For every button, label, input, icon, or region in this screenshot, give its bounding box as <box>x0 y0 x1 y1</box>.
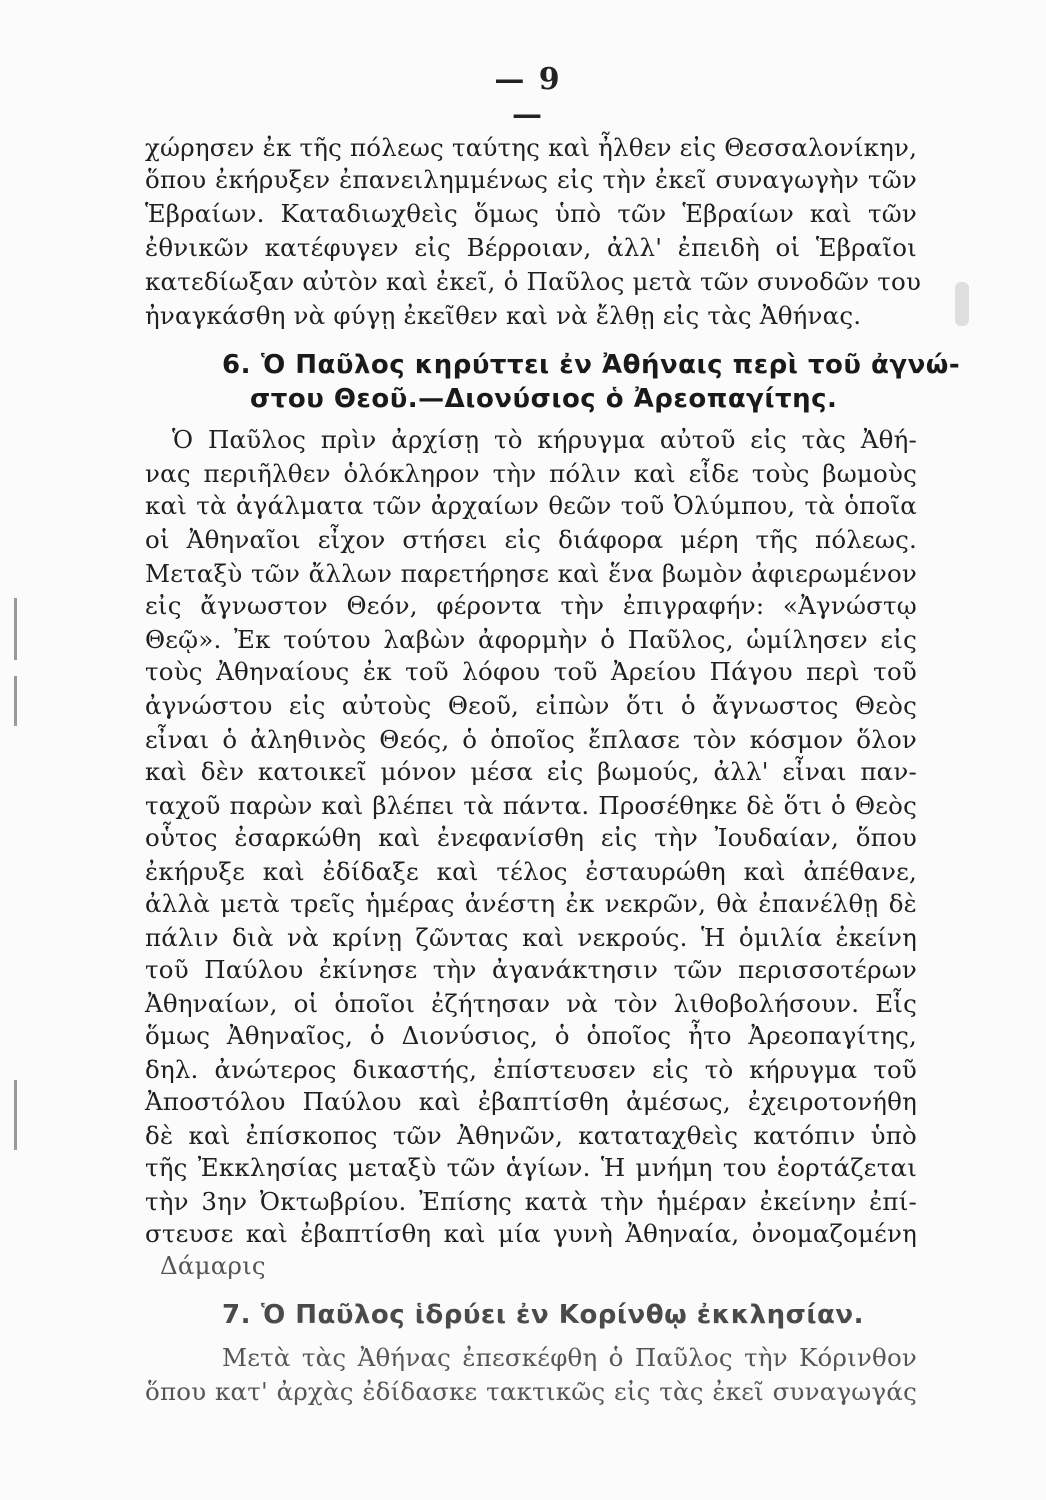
text-line: στευσε καὶ ἐβαπτίσθη καὶ μία γυνὴ Ἀθηναία, ὀνομαζομένη <box>145 1219 917 1248</box>
text-line: εἶναι ὁ ἀληθινὸς Θεός, ὁ ὁποῖος ἔπλασε τὸν κόσμον ὅλον <box>145 725 917 754</box>
text-line: τοῦ Παύλου ἐκίνησε τὴν ἀγανάκτησιν τῶν περισσοτέρων <box>145 955 917 984</box>
section-7-title: Ὁ Παῦλος ἱδρύει ἐν Κορίνθῳ ἐκκλησίαν. <box>260 1300 864 1330</box>
text-line: χώρησεν ἐκ τῆς πόλεως ταύτης καὶ ἦλθεν εἰς Θεσσαλονίκην, <box>145 133 918 162</box>
text-line: δηλ. ἀνώτερος δικαστής, ἐπίστευσεν εἰς τὸ κήρυγμα τοῦ <box>145 1055 917 1084</box>
text-line: καὶ τὰ ἀγάλματα τῶν ἀρχαίων θεῶν τοῦ Ὀλύμπου, τὰ ὁποῖα <box>145 491 917 520</box>
section-6-heading <box>222 348 960 382</box>
scan-smudge <box>955 282 969 326</box>
text-line: δὲ καὶ ἐπίσκοπος τῶν Ἀθηνῶν, καταταχθεὶς κατόπιν ὑπὸ <box>145 1121 917 1150</box>
text-line: Ἑβραίων. Καταδιωχθεὶς ὅμως ὑπὸ τῶν Ἑβραίων καὶ τῶν <box>145 199 917 228</box>
text-line: Θεῷ». Ἐκ τούτου λαβὼν ἀφορμὴν ὁ Παῦλος, ὡμίλησεν εἰς <box>145 625 917 654</box>
section-6-number: 6. <box>222 350 251 380</box>
text-line: τοὺς Ἀθηναίους ἐκ τοῦ λόφου τοῦ Ἀρείου Πάγου περὶ τοῦ <box>145 657 917 686</box>
text-line: Δάμαρις <box>160 1251 266 1280</box>
text-line: Ὁ Παῦλος πρὶν ἀρχίσῃ τὸ κήρυγμα αὐτοῦ εἰς τὰς Ἀθή- <box>172 425 917 454</box>
text-line: ἀλλὰ μετὰ τρεῖς ἡμέρας ἀνέστη ἐκ νεκρῶν, θὰ ἐπανέλθῃ δὲ <box>145 889 917 918</box>
text-line: τὴν 3ην Ὀκτωβρίου. Ἐπίσης κατὰ τὴν ἡμέραν ἐκείνην ἐπί- <box>145 1187 917 1216</box>
section-6-title-line-1: Ὁ Παῦλος κηρύττει ἐν Ἀθήναις περὶ τοῦ ἀγνώ- <box>260 350 961 380</box>
text-line: Ἀποστόλου Παύλου καὶ ἐβαπτίσθη ἀμέσως, ἐχειροτονήθη <box>145 1087 917 1116</box>
scan-edge-mark <box>14 676 17 726</box>
text-line: εἰς ἄγνωστον Θεόν, φέροντα τὴν ἐπιγραφήν: «Ἀγνώστῳ <box>145 591 917 620</box>
text-line: Μετὰ τὰς Ἀθήνας ἐπεσκέφθη ὁ Παῦλος τὴν Κόρινθον <box>222 1343 917 1372</box>
scan-edge-mark <box>14 598 17 660</box>
text-line: νας περιῆλθεν ὁλόκληρον τὴν πόλιν καὶ εἶδε τοὺς βωμοὺς <box>145 459 917 488</box>
page-number: — 9 — <box>494 62 562 132</box>
text-line: ἐκήρυξε καὶ ἐδίδαξε καὶ τέλος ἐσταυρώθη καὶ ἀπέθανε, <box>145 857 917 886</box>
section-7-heading <box>222 1298 864 1332</box>
text-line: ὅπου κατ' ἀρχὰς ἐδίδασκε τακτικῶς εἰς τὰς ἐκεῖ συναγωγάς <box>145 1377 917 1406</box>
text-line: ὅπου ἐκήρυξεν ἐπανειλημμένως εἰς τὴν ἐκεῖ συναγωγὴν τῶν <box>145 165 917 194</box>
text-line: οὗτος ἐσαρκώθη καὶ ἐνεφανίσθη εἰς τὴν Ἰουδαίαν, ὅπου <box>145 823 917 852</box>
text-line: ἠναγκάσθη νὰ φύγῃ ἐκεῖθεν καὶ νὰ ἔλθῃ εἰς τὰς Ἀθήνας. <box>145 301 862 330</box>
text-line: οἱ Ἀθηναῖοι εἶχον στήσει εἰς διάφορα μέρη τῆς πόλεως. <box>145 525 917 554</box>
scan-edge-mark <box>14 1080 17 1150</box>
text-line: καὶ δὲν κατοικεῖ μόνον μέσα εἰς βωμούς, ἀλλ' εἶναι παν- <box>145 757 917 786</box>
text-line: Ἀθηναίων, οἱ ὁποῖοι ἐζήτησαν νὰ τὸν λιθοβολήσουν. Εἷς <box>145 989 917 1018</box>
text-line: κατεδίωξαν αὐτὸν καὶ ἐκεῖ, ὁ Παῦλος μετὰ τῶν συνοδῶν του <box>145 267 922 296</box>
section-7-number: 7. <box>222 1300 251 1330</box>
section-6-title-line-2: στου Θεοῦ.—Διονύσιος ὁ Ἀρεοπαγίτης. <box>250 384 838 414</box>
text-line: ἀγνώστου εἰς αὐτοὺς Θεοῦ, εἰπὼν ὅτι ὁ ἄγνωστος Θεὸς <box>145 691 917 720</box>
text-line: Μεταξὺ τῶν ἄλλων παρετήρησε καὶ ἕνα βωμὸν ἀφιερωμένον <box>145 559 917 588</box>
text-line: ταχοῦ παρὼν καὶ βλέπει τὰ πάντα. Προσέθηκε δὲ ὅτι ὁ Θεὸς <box>145 791 917 820</box>
text-line: τῆς Ἐκκλησίας μεταξὺ τῶν ἁγίων. Ἡ μνήμη του ἑορτάζεται <box>145 1153 917 1182</box>
text-line: ἐθνικῶν κατέφυγεν εἰς Βέρροιαν, ἀλλ' ἐπειδὴ οἱ Ἑβραῖοι <box>145 233 917 262</box>
text-line: πάλιν διὰ νὰ κρίνῃ ζῶντας καὶ νεκρούς. Ἡ ὁμιλία ἐκείνη <box>145 923 917 952</box>
text-line: ὅμως Ἀθηναῖος, ὁ Διονύσιος, ὁ ὁποῖος ἦτο Ἀρεοπαγίτης, <box>145 1021 917 1050</box>
